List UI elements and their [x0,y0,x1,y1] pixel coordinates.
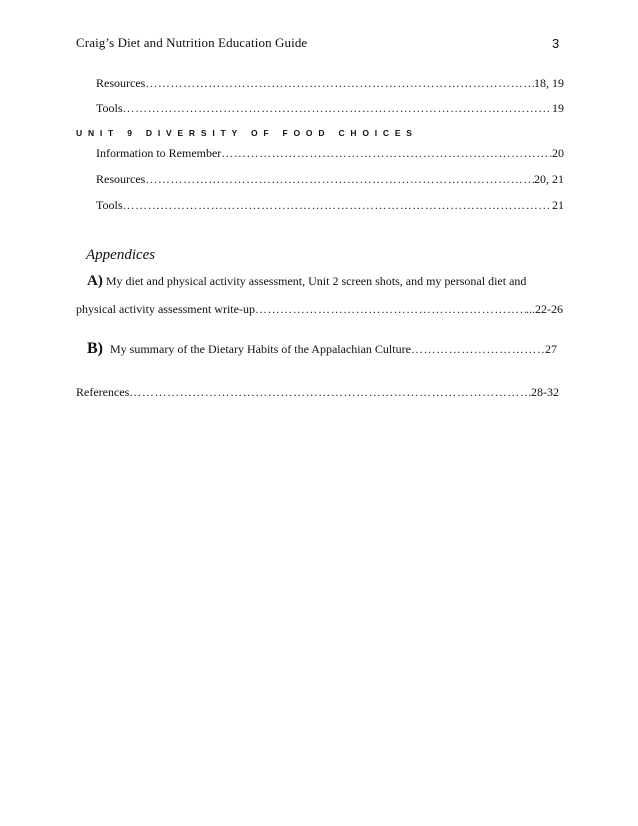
references-pages: 28-32 [531,385,559,399]
unit-9-heading: UNIT 9 DIVERSITY OF FOOD CHOICES [76,128,418,138]
toc-entry-references [76,385,559,400]
running-header-title: Craig’s Diet and Nutrition Education Guide [76,35,308,50]
appendix-a-line-2 [76,302,563,317]
toc-entry-label: Information to Remember [96,146,222,160]
toc-entry-pages: 18, 19 [534,76,564,90]
toc-entry-pages: 19 [552,101,564,115]
dot-leader [411,342,545,357]
toc-entry-pages: 21 [552,198,564,212]
toc-entry-resources [96,172,564,187]
appendix-a-text: My diet and physical activity assessment, Unit 2 screen shots, and my personal diet and [105,274,527,288]
dot-leader [221,146,552,161]
appendices-heading: Appendices [86,247,156,263]
dot-leader [123,198,553,213]
appendix-b-text: My summary of the Dietary Habits of the Appalachian Culture [110,342,411,356]
dot-leader [123,101,553,116]
dot-leader [129,385,531,400]
toc-entry-label: Tools [96,101,123,115]
references-label: References [76,385,130,399]
toc-entry-pages: 20 [552,146,564,160]
toc-entry-label: Resources [96,76,146,90]
toc-entry-information-to-remember [96,146,564,161]
toc-entry-label: Resources [96,172,146,186]
appendix-a-text-cont: physical activity assessment write-up [76,302,255,316]
appendix-b-letter: B) [87,340,103,357]
appendix-a-letter: A) [87,273,103,289]
toc-entry-label: Tools [96,198,123,212]
appendix-a-pages: ...22-26 [526,302,563,316]
appendix-a-line-1 [87,273,526,290]
toc-entry-pages: 20, 21 [534,172,564,186]
appendix-b-entry [87,340,557,358]
toc-entry-tools [96,101,564,116]
toc-entry-resources [96,76,564,91]
appendix-b-pages: 27 [545,342,557,356]
toc-entry-tools [96,198,564,213]
page-number: 3 [552,36,560,51]
dot-leader [255,302,526,317]
dot-leader [145,172,534,187]
dot-leader [145,76,534,91]
